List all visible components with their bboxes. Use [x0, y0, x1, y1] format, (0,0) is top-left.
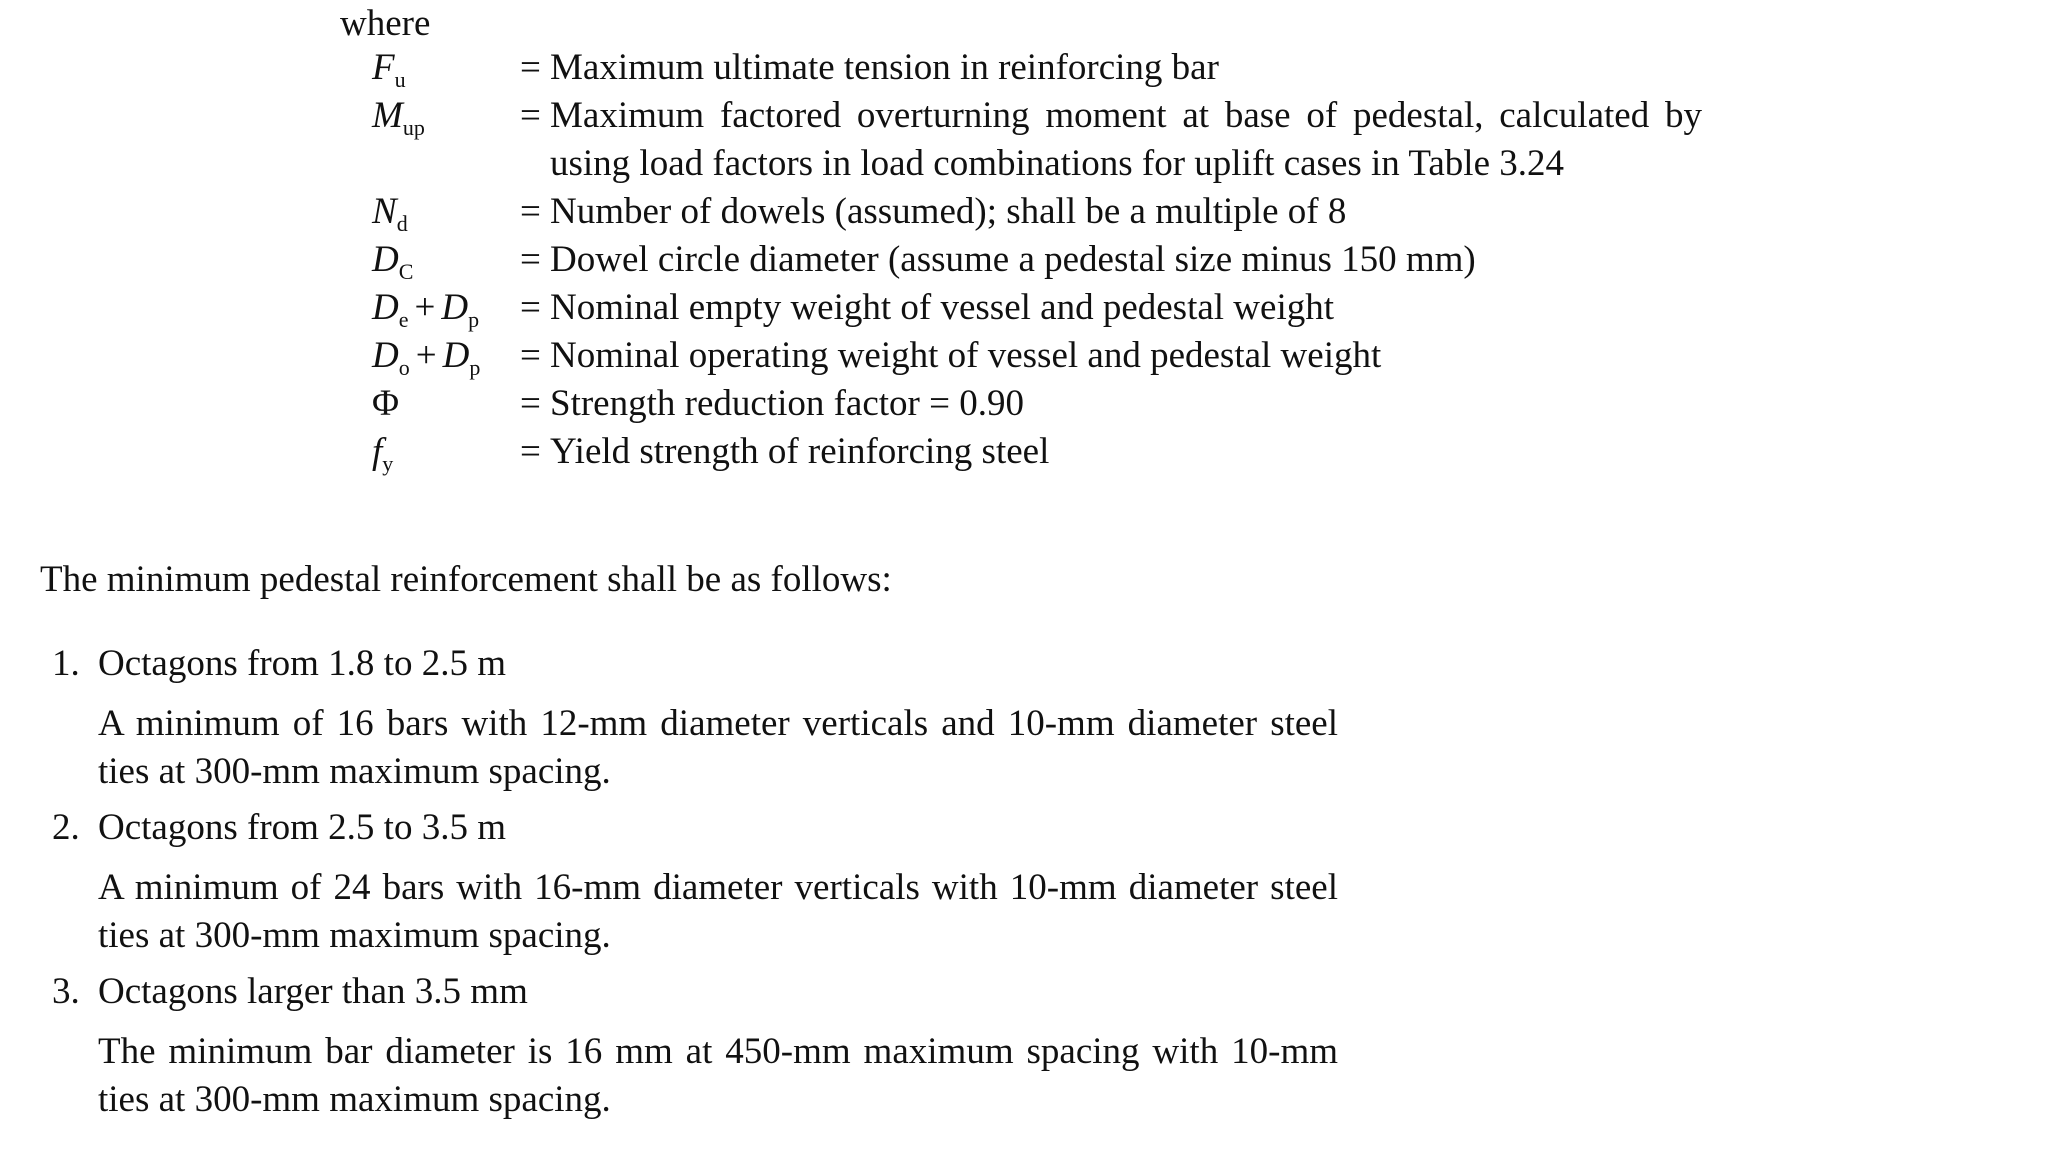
list-item-body: A minimum of 16 bars with 12-mm diameter verticals and 10-mm diameter steel ties at 300-mm maximum spacing.	[98, 703, 1338, 792]
definitions-list	[372, 44, 1702, 476]
equals-sign: =	[520, 95, 541, 136]
list-item-body: The minimum bar diameter is 16 mm at 450-mm maximum spacing with 10-mm ties at 300-mm maximum spacing.	[98, 1031, 1338, 1120]
equals-sign: =	[520, 47, 541, 88]
definition-row	[372, 188, 1702, 236]
definition-description: Maximum factored overturning moment at base of pedestal, calculated by using load factors in load combinations for uplift cases in Table 3.24	[550, 95, 1702, 184]
definition-symbol: $D_C$	[372, 239, 414, 284]
list-item	[52, 804, 1338, 960]
list-item-title: Octagons from 1.8 to 2.5 m	[98, 643, 506, 684]
definition-symbol: $D_e + D_p$	[372, 287, 480, 332]
definition-symbol: $F_u$	[372, 47, 406, 92]
list-item-number: 3.	[52, 971, 80, 1012]
list-item-title: Octagons larger than 3.5 mm	[98, 971, 528, 1012]
definition-symbol: $M_{up}$	[372, 95, 425, 140]
definition-symbol: $N_d$	[372, 191, 408, 236]
definition-row	[372, 332, 1702, 380]
equals-sign: =	[520, 335, 541, 376]
definition-description: Nominal empty weight of vessel and pedestal weight	[550, 287, 1335, 328]
equals-sign: =	[520, 191, 541, 232]
definition-description: Strength reduction factor = 0.90	[550, 383, 1024, 424]
list-item-body: A minimum of 24 bars with 16-mm diameter verticals with 10-mm diameter steel ties at 300-mm maximum spacing.	[98, 867, 1338, 956]
list-item-heading	[52, 968, 1302, 1016]
definition-symbol: $D_o + D_p$	[372, 335, 481, 380]
list-item-heading	[52, 804, 1302, 852]
definition-row	[372, 428, 1702, 476]
definition-row	[372, 92, 1702, 188]
list-item-heading	[52, 640, 1302, 688]
list-item	[52, 968, 1338, 1124]
equals-sign: =	[520, 287, 541, 328]
definition-description: Maximum ultimate tension in reinforcing bar	[550, 47, 1219, 88]
list-item-title: Octagons from 2.5 to 3.5 m	[98, 807, 506, 848]
list-item-number: 1.	[52, 643, 80, 684]
equals-sign: =	[520, 431, 541, 472]
definition-row	[372, 284, 1702, 332]
definition-symbol: $f_y$	[372, 431, 394, 476]
definition-row	[372, 236, 1702, 284]
reinforcement-list	[52, 640, 1338, 1132]
definition-description: Dowel circle diameter (assume a pedestal size minus 150 mm)	[550, 239, 1476, 280]
definition-symbol: Φ	[372, 383, 400, 424]
definition-row	[372, 44, 1702, 92]
intro-sentence: The minimum pedestal reinforcement shall be as follows:	[40, 559, 892, 600]
equals-sign: =	[520, 239, 541, 280]
list-item	[52, 640, 1338, 796]
list-item-number: 2.	[52, 807, 80, 848]
definition-row	[372, 380, 1702, 428]
definition-description: Number of dowels (assumed); shall be a multiple of 8	[550, 191, 1347, 232]
where-label: where	[340, 3, 431, 44]
definition-description: Nominal operating weight of vessel and pedestal weight	[550, 335, 1382, 376]
definition-description: Yield strength of reinforcing steel	[550, 431, 1050, 472]
equals-sign: =	[520, 383, 541, 424]
